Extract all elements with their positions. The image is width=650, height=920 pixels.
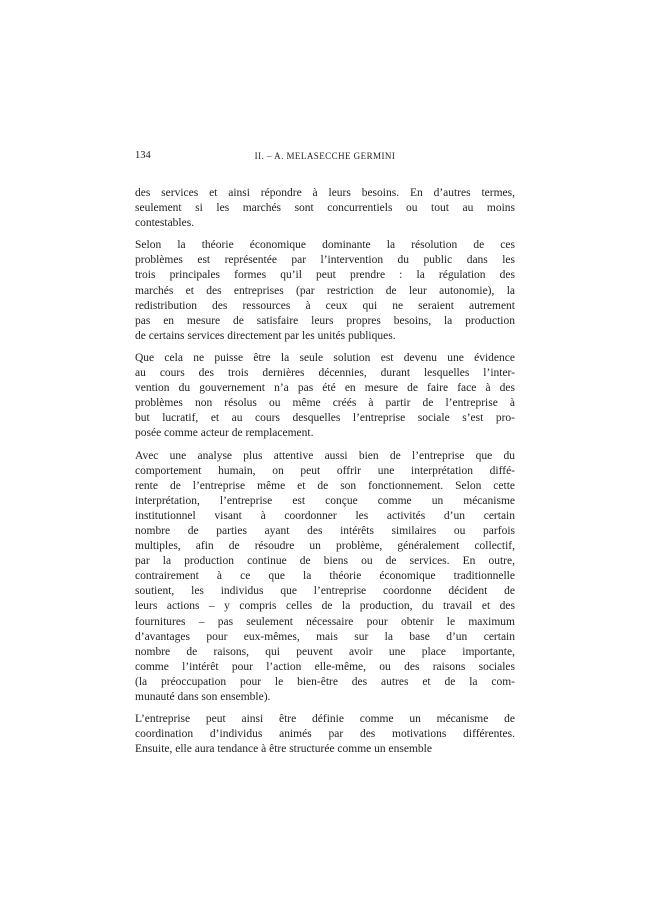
text-line: au cours des trois dernières décennies, durant lesquelles l’inter- (135, 367, 515, 380)
text-line: interprétation, l’entreprise est conçue comme un mécanisme (135, 494, 515, 507)
running-title: II. – A. MELASECCHE GERMINI (254, 151, 396, 161)
text-line: pas en mesure de satisfaire leurs propres besoins, la production (135, 314, 515, 327)
text-line: problèmes non résolus ou même créés à partir de l’entreprise à (135, 397, 515, 410)
text-line: Que cela ne puisse être la seule solution est devenu une évidence (135, 351, 515, 364)
text-line: Avec une analyse plus attentive aussi bien de l’entreprise que du (135, 449, 515, 462)
text-line: contestables. (135, 217, 195, 230)
text-line: nombre de raisons, qui peuvent avoir une place importante, (135, 645, 515, 658)
text-line: soutient, les individus que l’entreprise coordonne décident de (135, 585, 515, 598)
text-line: seulement si les marchés sont concurrentiels ou tout au moins (135, 202, 515, 215)
text-line: posée comme acteur de remplacement. (135, 427, 314, 440)
text-line: fournitures – pas seulement nécessaire pour obtenir le maximum (135, 615, 515, 628)
body-text (135, 186, 515, 757)
text-line: trois principales formes qu’il peut prendre : la régulation des (135, 269, 515, 282)
text-line: multiples, afin de résoudre un problème, généralement collectif, (135, 540, 515, 553)
page-header (135, 149, 515, 163)
text-line: but lucratif, et au cours desquelles l’entreprise sociale s’est pro- (135, 412, 515, 425)
text-line: nombre de parties ayant des intérêts similaires ou parfois (135, 524, 515, 537)
text-line: problèmes est représentée par l’intervention du public dans les (135, 254, 515, 267)
text-line: marchés et des entreprises (par restriction de leur autonomie), la (135, 284, 515, 297)
text-line: munauté dans son ensemble). (135, 691, 271, 703)
text-line: vention du gouvernement n’a pas été en mesure de faire face à des (135, 382, 515, 395)
paragraph (135, 712, 515, 757)
text-line: redistribution des ressources à ceux qui ne seraient autrement (135, 299, 515, 312)
paragraph (135, 351, 515, 442)
text-line: Ensuite, elle aura tendance à être structurée comme un ensemble (135, 743, 432, 756)
text-line: d’avantages pour eux-mêmes, mais sur la base d’un certain (135, 630, 515, 643)
text-line: de certains services directement par les unités publiques. (135, 329, 396, 342)
text-line: leurs actions – y compris celles de la production, du travail et des (135, 600, 515, 613)
text-line: contrairement à ce que la théorie économique traditionnelle (135, 570, 515, 583)
text-line: comportement humain, on peut offrir une interprétation diffé- (135, 464, 515, 477)
text-line: institutionnel visant à coordonner les activités d’un certain (135, 509, 515, 522)
text-line: L’entreprise peut ainsi être définie comme un mécanisme de (135, 713, 515, 726)
page-number: 134 (135, 150, 151, 161)
text-line: Selon la théorie économique dominante la résolution de ces (135, 239, 515, 252)
text-line: des services et ainsi répondre à leurs besoins. En d’autres termes, (135, 187, 515, 199)
paragraph (135, 449, 515, 706)
text-line: par la production continue de biens ou de services. En outre, (135, 555, 515, 568)
paragraph (135, 238, 515, 344)
text-line: (la préoccupation pour le bien-être des autres et de la com- (135, 675, 515, 688)
paragraph (135, 186, 515, 231)
text-line: rente de l’entreprise même et de son fonctionnement. Selon cette (135, 479, 515, 492)
text-line: coordination d’individus animés par des motivations différentes. (135, 728, 515, 741)
text-line: comme l’intérêt pour l’action elle-même, ou des raisons sociales (135, 660, 515, 673)
